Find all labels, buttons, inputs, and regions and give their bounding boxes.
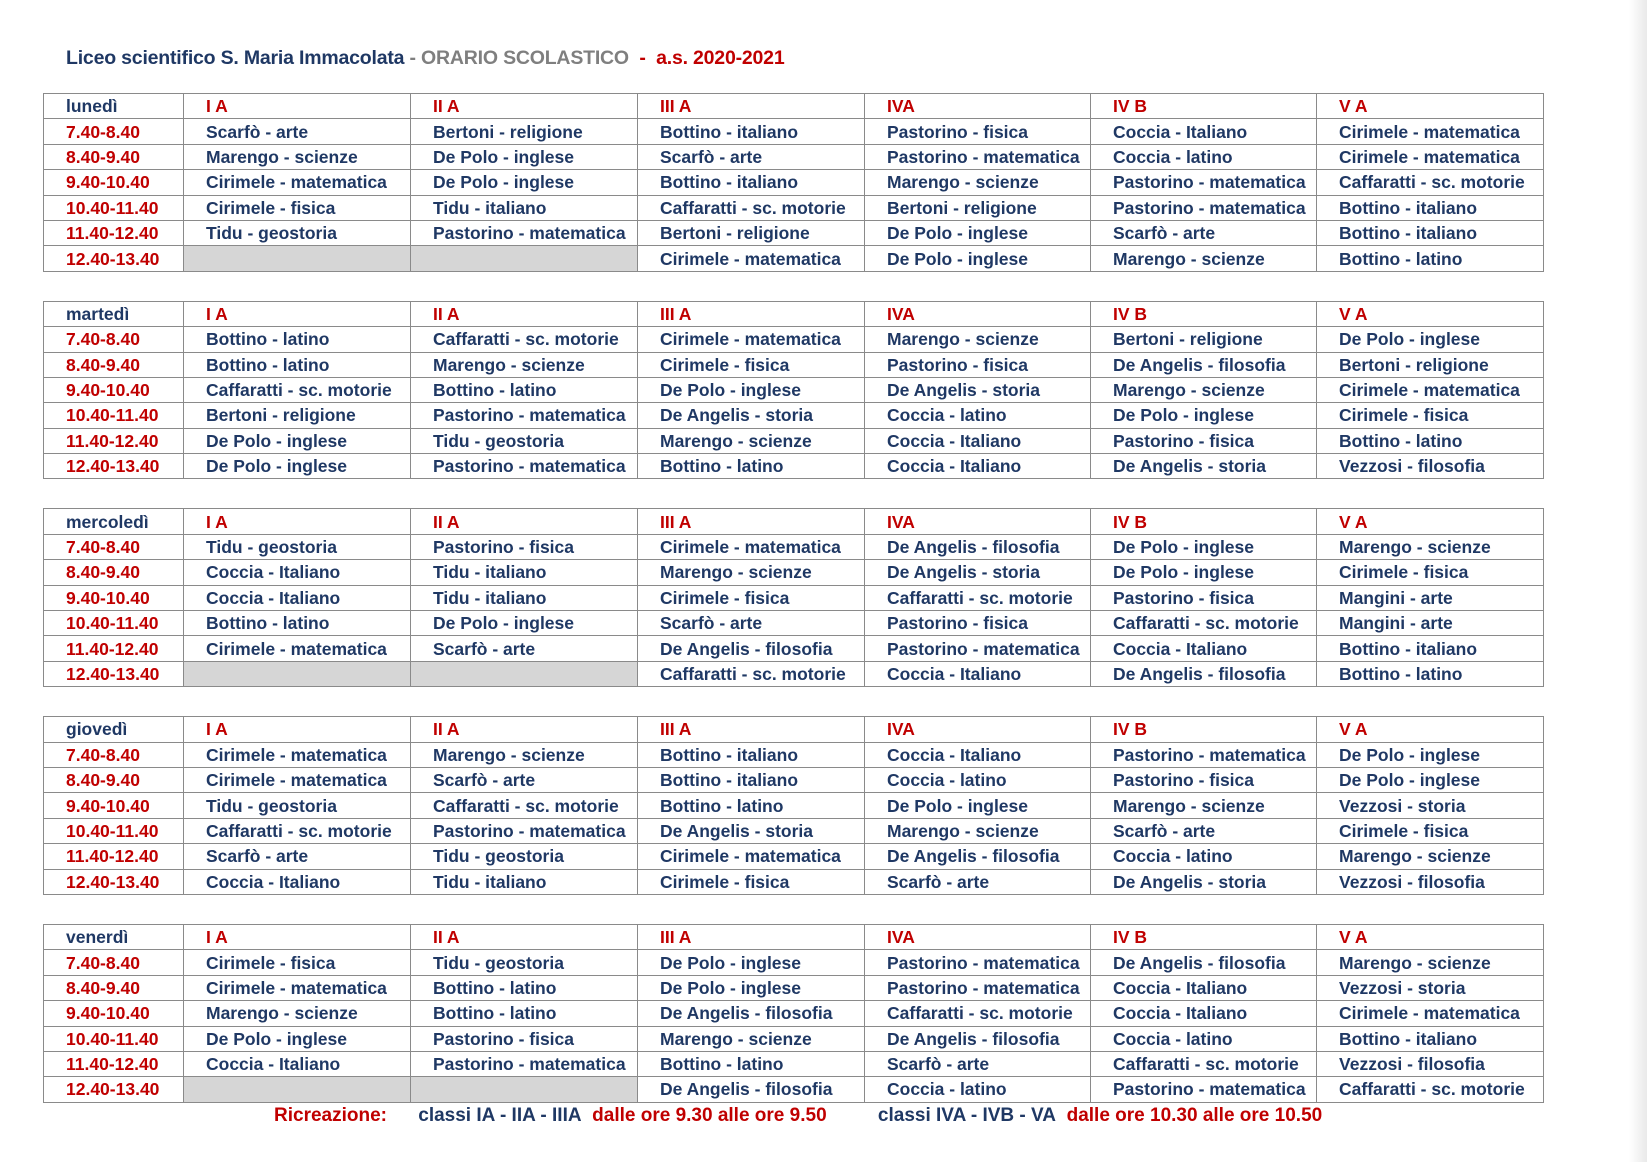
schedule-subtitle: ORARIO SCOLASTICO — [421, 47, 629, 69]
class-header: III A — [638, 94, 865, 119]
day-header-row — [44, 924, 1544, 949]
class-header: I A — [184, 94, 411, 119]
lesson-cell: Coccia - Italiano — [1091, 1001, 1317, 1026]
lesson-cell: De Polo - inglese — [638, 377, 865, 402]
lesson-cell: De Polo - inglese — [865, 793, 1091, 818]
class-header: I A — [184, 924, 411, 949]
lesson-cell: Marengo - scienze — [638, 428, 865, 453]
class-header: II A — [411, 509, 638, 534]
lesson-cell: Pastorino - fisica — [865, 352, 1091, 377]
lesson-cell: De Polo - inglese — [1317, 767, 1544, 792]
lesson-cell: De Polo - inglese — [1091, 534, 1317, 559]
lesson-cell: Marengo - scienze — [1317, 844, 1544, 869]
table-row — [44, 403, 1544, 428]
lesson-cell: Mangini - arte — [1317, 585, 1544, 610]
lesson-cell: Pastorino - matematica — [865, 636, 1091, 661]
time-slot: 11.40-12.40 — [44, 844, 184, 869]
lesson-cell: De Angelis - storia — [1091, 869, 1317, 894]
class-header: III A — [638, 301, 865, 326]
title-separator: - — [404, 47, 422, 69]
lesson-cell: De Angelis - storia — [865, 377, 1091, 402]
time-slot: 10.40-11.40 — [44, 403, 184, 428]
table-row — [44, 195, 1544, 220]
lesson-cell: Coccia - Italiano — [184, 585, 411, 610]
empty-cell — [411, 246, 638, 271]
table-row — [44, 793, 1544, 818]
lesson-cell: Scarfò - arte — [638, 144, 865, 169]
table-row — [44, 611, 1544, 636]
title-separator-2: - — [628, 47, 657, 69]
table-row — [44, 585, 1544, 610]
lesson-cell: Marengo - scienze — [411, 742, 638, 767]
lesson-cell: Coccia - latino — [865, 767, 1091, 792]
lesson-cell: Cirimele - fisica — [184, 950, 411, 975]
day-name: mercoledì — [44, 509, 184, 534]
lesson-cell: Bertoni - religione — [411, 119, 638, 144]
lesson-cell: De Polo - inglese — [411, 611, 638, 636]
lesson-cell: Marengo - scienze — [184, 144, 411, 169]
lesson-cell: Pastorino - matematica — [1091, 742, 1317, 767]
lesson-cell: De Angelis - storia — [865, 560, 1091, 585]
lesson-cell: Bottino - italiano — [1317, 195, 1544, 220]
lesson-cell: Marengo - scienze — [638, 560, 865, 585]
lesson-cell: Marengo - scienze — [1091, 246, 1317, 271]
class-header: IV B — [1091, 301, 1317, 326]
day-name: venerdì — [44, 924, 184, 949]
lesson-cell: Marengo - scienze — [865, 170, 1091, 195]
lesson-cell: Scarfò - arte — [865, 1051, 1091, 1076]
time-slot: 10.40-11.40 — [44, 195, 184, 220]
lesson-cell: Bottino - italiano — [638, 119, 865, 144]
lesson-cell: De Angelis - filosofia — [1091, 352, 1317, 377]
class-header: V A — [1317, 717, 1544, 742]
day-table — [43, 93, 1544, 272]
lesson-cell: Scarfò - arte — [1091, 818, 1317, 843]
lesson-cell: Caffaratti - sc. motorie — [1091, 611, 1317, 636]
table-row — [44, 119, 1544, 144]
time-slot: 8.40-9.40 — [44, 560, 184, 585]
lesson-cell: Cirimele - matematica — [184, 975, 411, 1000]
lesson-cell: De Angelis - filosofia — [638, 1001, 865, 1026]
lesson-cell: Cirimele - fisica — [1317, 403, 1544, 428]
lesson-cell: Marengo - scienze — [1317, 534, 1544, 559]
lesson-cell: Pastorino - fisica — [411, 534, 638, 559]
lesson-cell: De Polo - inglese — [1317, 327, 1544, 352]
time-slot: 7.40-8.40 — [44, 327, 184, 352]
lesson-cell: Marengo - scienze — [1091, 377, 1317, 402]
class-header: IVA — [865, 94, 1091, 119]
recess-note — [274, 1105, 1322, 1127]
lesson-cell: De Polo - inglese — [184, 1026, 411, 1051]
lesson-cell: Scarfò - arte — [411, 767, 638, 792]
lesson-cell: Cirimele - matematica — [638, 534, 865, 559]
lesson-cell: Tidu - italiano — [411, 869, 638, 894]
lesson-cell: De Polo - inglese — [638, 950, 865, 975]
class-header: V A — [1317, 924, 1544, 949]
lesson-cell: Pastorino - matematica — [1091, 170, 1317, 195]
time-slot: 12.40-13.40 — [44, 246, 184, 271]
day-header-row — [44, 94, 1544, 119]
table-row — [44, 767, 1544, 792]
lesson-cell: De Angelis - filosofia — [638, 1077, 865, 1102]
class-header: IVA — [865, 924, 1091, 949]
lesson-cell: Bottino - italiano — [1317, 220, 1544, 245]
time-slot: 7.40-8.40 — [44, 119, 184, 144]
table-row — [44, 560, 1544, 585]
day-name: lunedì — [44, 94, 184, 119]
class-header: III A — [638, 924, 865, 949]
lesson-cell: Coccia - Italiano — [865, 428, 1091, 453]
lesson-cell: Caffaratti - sc. motorie — [638, 661, 865, 686]
table-row — [44, 661, 1544, 686]
time-slot: 7.40-8.40 — [44, 950, 184, 975]
lesson-cell: De Polo - inglese — [865, 246, 1091, 271]
table-row — [44, 1077, 1544, 1102]
lesson-cell: De Polo - inglese — [638, 975, 865, 1000]
lesson-cell: Bertoni - religione — [1091, 327, 1317, 352]
day-name: martedì — [44, 301, 184, 326]
class-header: IVA — [865, 717, 1091, 742]
table-row — [44, 1026, 1544, 1051]
lesson-cell: Coccia - Italiano — [184, 560, 411, 585]
lesson-cell: De Angelis - filosofia — [865, 1026, 1091, 1051]
table-row — [44, 844, 1544, 869]
lesson-cell: Tidu - geostoria — [184, 793, 411, 818]
time-slot: 8.40-9.40 — [44, 352, 184, 377]
lesson-cell: Coccia - Italiano — [184, 1051, 411, 1076]
lesson-cell: Marengo - scienze — [865, 327, 1091, 352]
lesson-cell: Pastorino - fisica — [1091, 767, 1317, 792]
lesson-cell: Caffaratti - sc. motorie — [411, 327, 638, 352]
empty-cell — [411, 1077, 638, 1102]
empty-cell — [184, 1077, 411, 1102]
lesson-cell: Pastorino - matematica — [1091, 1077, 1317, 1102]
lesson-cell: Bottino - latino — [411, 975, 638, 1000]
lesson-cell: Caffaratti - sc. motorie — [638, 195, 865, 220]
class-header: IV B — [1091, 924, 1317, 949]
lesson-cell: Marengo - scienze — [865, 818, 1091, 843]
lesson-cell: De Polo - inglese — [1317, 742, 1544, 767]
lesson-cell: Pastorino - fisica — [865, 611, 1091, 636]
lesson-cell: Pastorino - matematica — [1091, 195, 1317, 220]
lesson-cell: Marengo - scienze — [1317, 950, 1544, 975]
lesson-cell: Pastorino - matematica — [411, 403, 638, 428]
time-slot: 8.40-9.40 — [44, 975, 184, 1000]
recess-time-2: dalle ore 10.30 alle ore 10.50 — [1066, 1105, 1323, 1126]
lesson-cell: Scarfò - arte — [184, 844, 411, 869]
lesson-cell: De Polo - inglese — [184, 454, 411, 479]
lesson-cell: Cirimele - matematica — [184, 742, 411, 767]
lesson-cell: Bottino - latino — [1317, 661, 1544, 686]
lesson-cell: Cirimele - matematica — [638, 327, 865, 352]
class-header: I A — [184, 509, 411, 534]
lesson-cell: Caffaratti - sc. motorie — [865, 585, 1091, 610]
empty-cell — [184, 661, 411, 686]
lesson-cell: Tidu - italiano — [411, 195, 638, 220]
table-row — [44, 428, 1544, 453]
recess-label: Ricreazione: — [274, 1105, 387, 1126]
table-row — [44, 636, 1544, 661]
time-slot: 11.40-12.40 — [44, 428, 184, 453]
school-name: Liceo scientifico S. Maria Immacolata — [66, 47, 405, 69]
day-table — [43, 508, 1544, 687]
lesson-cell: Cirimele - matematica — [638, 844, 865, 869]
lesson-cell: Bottino - latino — [411, 377, 638, 402]
lesson-cell: Cirimele - matematica — [1317, 119, 1544, 144]
lesson-cell: Bottino - italiano — [638, 767, 865, 792]
table-row — [44, 869, 1544, 894]
lesson-cell: Marengo - scienze — [638, 1026, 865, 1051]
time-slot: 11.40-12.40 — [44, 1051, 184, 1076]
lesson-cell: Caffaratti - sc. motorie — [184, 818, 411, 843]
recess-group-2: classi IVA - IVB - VA — [877, 1105, 1056, 1126]
lesson-cell: Bottino - latino — [184, 611, 411, 636]
time-slot: 12.40-13.40 — [44, 661, 184, 686]
time-slot: 9.40-10.40 — [44, 1001, 184, 1026]
lesson-cell: Bottino - italiano — [638, 170, 865, 195]
class-header: II A — [411, 924, 638, 949]
lesson-cell: Vezzosi - filosofia — [1317, 869, 1544, 894]
lesson-cell: Pastorino - fisica — [411, 1026, 638, 1051]
lesson-cell: Coccia - latino — [865, 403, 1091, 428]
lesson-cell: Coccia - latino — [1091, 1026, 1317, 1051]
lesson-cell: De Polo - inglese — [1091, 560, 1317, 585]
school-year: a.s. 2020-2021 — [656, 47, 785, 69]
table-row — [44, 377, 1544, 402]
lesson-cell: Coccia - Italiano — [1091, 636, 1317, 661]
lesson-cell: Caffaratti - sc. motorie — [411, 793, 638, 818]
class-header: III A — [638, 509, 865, 534]
time-slot: 7.40-8.40 — [44, 534, 184, 559]
lesson-cell: Bertoni - religione — [638, 220, 865, 245]
lesson-cell: Bertoni - religione — [865, 195, 1091, 220]
table-row — [44, 742, 1544, 767]
recess-time-1: dalle ore 9.30 alle ore 9.50 — [592, 1105, 827, 1126]
lesson-cell: Bottino - latino — [638, 1051, 865, 1076]
lesson-cell: Pastorino - matematica — [865, 144, 1091, 169]
table-row — [44, 818, 1544, 843]
table-row — [44, 144, 1544, 169]
lesson-cell: De Polo - inglese — [865, 220, 1091, 245]
table-row — [44, 950, 1544, 975]
day-header-row — [44, 301, 1544, 326]
lesson-cell: De Angelis - filosofia — [1091, 950, 1317, 975]
lesson-cell: Marengo - scienze — [1091, 793, 1317, 818]
lesson-cell: Cirimele - matematica — [184, 636, 411, 661]
lesson-cell: De Angelis - filosofia — [865, 844, 1091, 869]
time-slot: 8.40-9.40 — [44, 144, 184, 169]
lesson-cell: Bottino - italiano — [638, 742, 865, 767]
lesson-cell: Bottino - latino — [638, 454, 865, 479]
lesson-cell: Marengo - scienze — [184, 1001, 411, 1026]
lesson-cell: Scarfò - arte — [865, 869, 1091, 894]
page-title — [66, 47, 784, 75]
lesson-cell: Tidu - geostoria — [411, 844, 638, 869]
table-row — [44, 534, 1544, 559]
lesson-cell: Coccia - latino — [1091, 144, 1317, 169]
day-header-row — [44, 509, 1544, 534]
class-header: IV B — [1091, 94, 1317, 119]
lesson-cell: Bottino - latino — [411, 1001, 638, 1026]
lesson-cell: Bottino - latino — [184, 352, 411, 377]
lesson-cell: Scarfò - arte — [184, 119, 411, 144]
lesson-cell: Scarfò - arte — [1091, 220, 1317, 245]
lesson-cell: De Polo - inglese — [184, 428, 411, 453]
lesson-cell: Cirimele - fisica — [184, 195, 411, 220]
lesson-cell: De Angelis - storia — [638, 403, 865, 428]
lesson-cell: Pastorino - matematica — [411, 220, 638, 245]
lesson-cell: Scarfò - arte — [411, 636, 638, 661]
table-row — [44, 454, 1544, 479]
lesson-cell: Cirimele - matematica — [184, 170, 411, 195]
lesson-cell: Cirimele - fisica — [638, 869, 865, 894]
day-header-row — [44, 717, 1544, 742]
lesson-cell: Tidu - geostoria — [411, 950, 638, 975]
lesson-cell: Coccia - latino — [865, 1077, 1091, 1102]
table-row — [44, 1001, 1544, 1026]
lesson-cell: De Angelis - storia — [638, 818, 865, 843]
class-header: IVA — [865, 301, 1091, 326]
lesson-cell: Pastorino - matematica — [411, 454, 638, 479]
class-header: V A — [1317, 94, 1544, 119]
lesson-cell: Bertoni - religione — [1317, 352, 1544, 377]
lesson-cell: Pastorino - fisica — [865, 119, 1091, 144]
lesson-cell: Bottino - latino — [638, 793, 865, 818]
time-slot: 11.40-12.40 — [44, 636, 184, 661]
day-table — [43, 924, 1544, 1103]
lesson-cell: Pastorino - matematica — [865, 975, 1091, 1000]
class-header: IV B — [1091, 509, 1317, 534]
lesson-cell: De Angelis - storia — [1091, 454, 1317, 479]
class-header: I A — [184, 301, 411, 326]
table-row — [44, 352, 1544, 377]
lesson-cell: Caffaratti - sc. motorie — [1317, 170, 1544, 195]
table-row — [44, 246, 1544, 271]
lesson-cell: Coccia - latino — [1091, 844, 1317, 869]
class-header: IVA — [865, 509, 1091, 534]
lesson-cell: Bottino - italiano — [1317, 636, 1544, 661]
time-slot: 8.40-9.40 — [44, 767, 184, 792]
lesson-cell: Cirimele - matematica — [1317, 1001, 1544, 1026]
lesson-cell: Coccia - Italiano — [865, 454, 1091, 479]
time-slot: 10.40-11.40 — [44, 818, 184, 843]
lesson-cell: Tidu - italiano — [411, 585, 638, 610]
lesson-cell: Scarfò - arte — [638, 611, 865, 636]
lesson-cell: Vezzosi - filosofia — [1317, 1051, 1544, 1076]
lesson-cell: De Angelis - filosofia — [1091, 661, 1317, 686]
lesson-cell: De Polo - inglese — [411, 144, 638, 169]
time-slot: 10.40-11.40 — [44, 1026, 184, 1051]
lesson-cell: Pastorino - matematica — [865, 950, 1091, 975]
empty-cell — [411, 661, 638, 686]
class-header: I A — [184, 717, 411, 742]
time-slot: 9.40-10.40 — [44, 377, 184, 402]
lesson-cell: Cirimele - matematica — [1317, 377, 1544, 402]
class-header: IV B — [1091, 717, 1317, 742]
time-slot: 11.40-12.40 — [44, 220, 184, 245]
time-slot: 7.40-8.40 — [44, 742, 184, 767]
lesson-cell: Vezzosi - filosofia — [1317, 454, 1544, 479]
lesson-cell: Pastorino - matematica — [411, 818, 638, 843]
class-header: II A — [411, 717, 638, 742]
class-header: II A — [411, 94, 638, 119]
empty-cell — [184, 246, 411, 271]
day-name: giovedì — [44, 717, 184, 742]
lesson-cell: De Polo - inglese — [1091, 403, 1317, 428]
lesson-cell: Bottino - latino — [1317, 246, 1544, 271]
lesson-cell: Vezzosi - storia — [1317, 975, 1544, 1000]
time-slot: 9.40-10.40 — [44, 170, 184, 195]
lesson-cell: Coccia - Italiano — [184, 869, 411, 894]
class-header: II A — [411, 301, 638, 326]
lesson-cell: Caffaratti - sc. motorie — [1091, 1051, 1317, 1076]
lesson-cell: Coccia - Italiano — [1091, 975, 1317, 1000]
lesson-cell: Coccia - Italiano — [865, 742, 1091, 767]
page-edge-shadow — [1629, 0, 1647, 1162]
time-slot: 12.40-13.40 — [44, 869, 184, 894]
lesson-cell: Cirimele - matematica — [184, 767, 411, 792]
time-slot: 12.40-13.40 — [44, 454, 184, 479]
lesson-cell: De Angelis - filosofia — [865, 534, 1091, 559]
lesson-cell: Coccia - Italiano — [1091, 119, 1317, 144]
time-slot: 9.40-10.40 — [44, 585, 184, 610]
time-slot: 9.40-10.40 — [44, 793, 184, 818]
class-header: V A — [1317, 509, 1544, 534]
class-header: V A — [1317, 301, 1544, 326]
lesson-cell: Cirimele - matematica — [638, 246, 865, 271]
day-table — [43, 301, 1544, 480]
lesson-cell: Tidu - italiano — [411, 560, 638, 585]
lesson-cell: Vezzosi - storia — [1317, 793, 1544, 818]
lesson-cell: Bottino - italiano — [1317, 1026, 1544, 1051]
lesson-cell: Cirimele - matematica — [1317, 144, 1544, 169]
recess-group-1: classi IA - IIA - IIIA — [418, 1105, 581, 1126]
lesson-cell: Caffaratti - sc. motorie — [1317, 1077, 1544, 1102]
table-row — [44, 1051, 1544, 1076]
lesson-cell: Bottino - latino — [1317, 428, 1544, 453]
time-slot: 12.40-13.40 — [44, 1077, 184, 1102]
lesson-cell: Tidu - geostoria — [411, 428, 638, 453]
lesson-cell: Tidu - geostoria — [184, 220, 411, 245]
table-row — [44, 327, 1544, 352]
lesson-cell: Bottino - latino — [184, 327, 411, 352]
lesson-cell: Pastorino - matematica — [411, 1051, 638, 1076]
table-row — [44, 170, 1544, 195]
table-row — [44, 220, 1544, 245]
lesson-cell: De Polo - inglese — [411, 170, 638, 195]
lesson-cell: Caffaratti - sc. motorie — [184, 377, 411, 402]
lesson-cell: Tidu - geostoria — [184, 534, 411, 559]
table-row — [44, 975, 1544, 1000]
lesson-cell: De Angelis - filosofia — [638, 636, 865, 661]
lesson-cell: Cirimele - fisica — [638, 585, 865, 610]
lesson-cell: Pastorino - fisica — [1091, 585, 1317, 610]
lesson-cell: Cirimele - fisica — [1317, 818, 1544, 843]
lesson-cell: Mangini - arte — [1317, 611, 1544, 636]
lesson-cell: Cirimele - fisica — [638, 352, 865, 377]
lesson-cell: Caffaratti - sc. motorie — [865, 1001, 1091, 1026]
lesson-cell: Cirimele - fisica — [1317, 560, 1544, 585]
day-table — [43, 716, 1544, 895]
lesson-cell: Coccia - Italiano — [865, 661, 1091, 686]
lesson-cell: Marengo - scienze — [411, 352, 638, 377]
lesson-cell: Pastorino - fisica — [1091, 428, 1317, 453]
class-header: III A — [638, 717, 865, 742]
weekly-schedule — [43, 93, 1543, 1132]
lesson-cell: Bertoni - religione — [184, 403, 411, 428]
time-slot: 10.40-11.40 — [44, 611, 184, 636]
